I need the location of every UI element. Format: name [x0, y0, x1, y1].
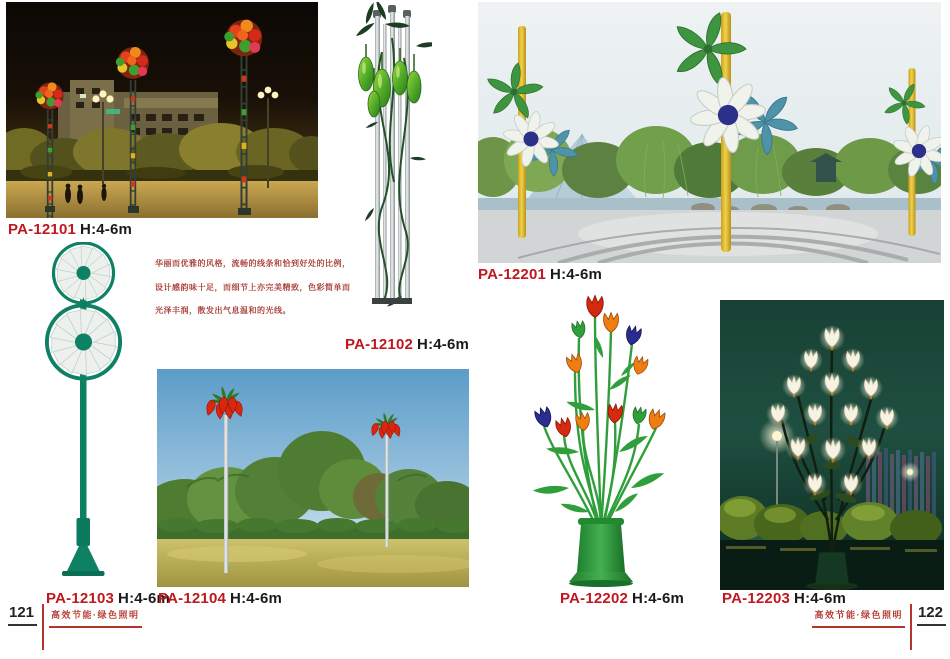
product-height: H:4-6m — [80, 221, 133, 238]
night-flowerball-photo — [6, 2, 318, 218]
product-height: H:4-6m — [550, 266, 603, 283]
product-code: PA-12202 — [560, 590, 629, 607]
description-line: 华丽而优雅的风格，流畅的线条和恰到好处的比例， — [155, 259, 351, 268]
mango-lamps — [359, 57, 422, 117]
description-line: 设计感韵味十足，而细节上亦完美精致，色彩简单而 — [155, 282, 351, 292]
product-code: PA-12103 — [46, 590, 115, 607]
lamp-pot — [815, 552, 849, 584]
photo-pa-12104 — [157, 369, 469, 587]
mango-vine-pole — [352, 2, 432, 334]
fan-wheel-bottom — [47, 297, 120, 379]
product-label-pa-12104 — [158, 590, 282, 607]
magnolia-lamp-night-photo — [720, 300, 944, 590]
footer-slogan-left: 高效节能·绿色照明 — [49, 604, 142, 628]
footer-slogan-right: 高效节能·绿色照明 — [812, 604, 905, 628]
product-height: H:4-6m — [794, 590, 847, 607]
product-height: H:4-6m — [230, 590, 283, 607]
windmill-wheel-lamp — [20, 242, 150, 587]
tulip-flowers — [533, 296, 666, 439]
street-lamp-glow — [772, 431, 782, 441]
page-number-left: 121 — [8, 604, 37, 626]
illustration-pa-12102 — [352, 2, 432, 334]
description-line: 光泽丰润，散发出气息温和的光线。 — [155, 306, 291, 315]
product-code: PA-12101 — [8, 221, 77, 238]
chili-lamp-garden-photo — [157, 369, 469, 587]
photo-pa-12203 — [720, 300, 944, 590]
product-code: PA-12203 — [722, 590, 791, 607]
product-code: PA-12104 — [158, 590, 227, 607]
pot-rim — [578, 518, 624, 525]
footer-divider — [42, 604, 44, 650]
product-height: H:4-6m — [118, 590, 171, 607]
photo-pa-12201 — [478, 2, 941, 263]
pinwheel-plaza-photo — [478, 2, 941, 263]
footer-divider — [910, 604, 912, 650]
illustration-pa-12202 — [519, 292, 682, 588]
tulip-bouquet-lamp — [519, 292, 682, 588]
product-code: PA-12102 — [345, 336, 414, 353]
product-label-pa-12202 — [560, 590, 684, 607]
photo-pa-12101 — [6, 2, 318, 218]
illustration-pa-12103 — [20, 242, 150, 587]
product-code: PA-12201 — [478, 266, 547, 283]
product-label-pa-12101 — [8, 221, 132, 238]
fan-wheel-top — [54, 242, 114, 303]
pot — [577, 524, 625, 572]
footer-right — [812, 604, 946, 650]
description-text — [155, 252, 351, 323]
product-height: H:4-6m — [417, 336, 470, 353]
page-number-right: 122 — [917, 604, 946, 626]
product-height: H:4-6m — [632, 590, 685, 607]
product-label-pa-12102 — [345, 336, 469, 353]
footer-left — [8, 604, 142, 650]
product-label-pa-12201 — [478, 266, 602, 283]
